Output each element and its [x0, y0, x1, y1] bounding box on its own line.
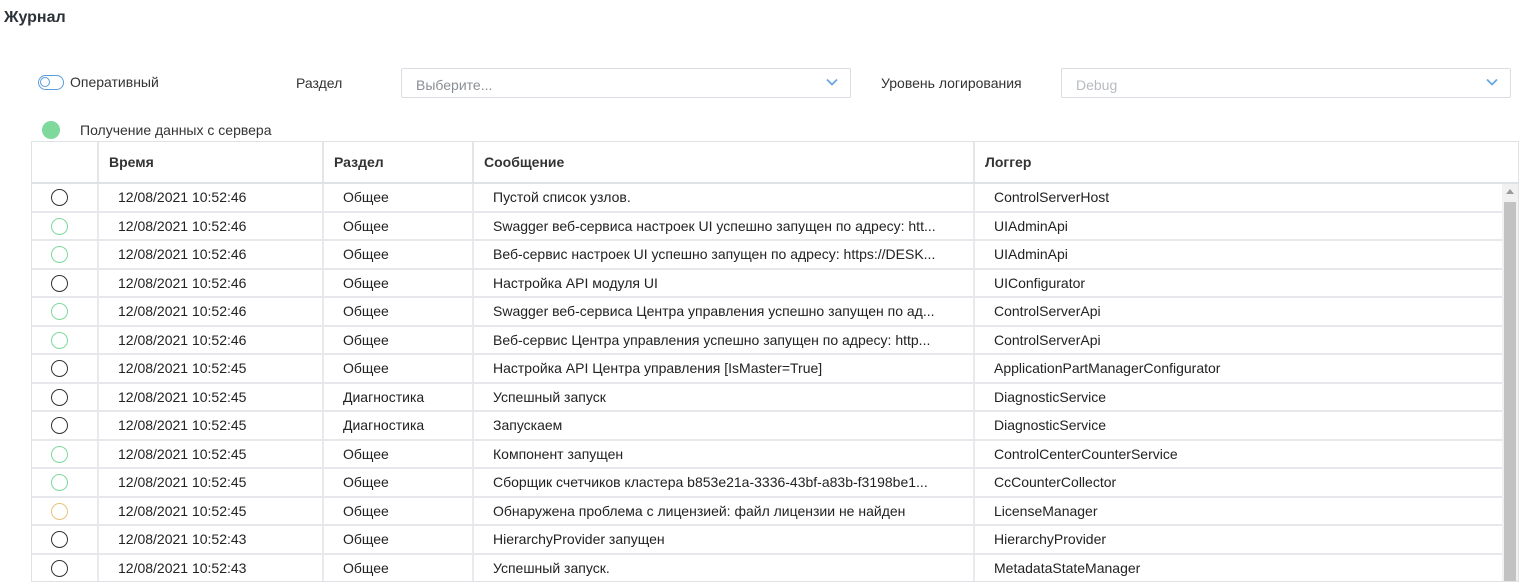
row-select-cell[interactable] [32, 184, 99, 211]
row-status-radio-icon[interactable] [51, 303, 68, 320]
message-cell: Пустой список узлов. [474, 184, 975, 211]
time-cell: 12/08/2021 10:52:45 [99, 441, 324, 468]
status-indicator-icon [42, 121, 60, 139]
row-select-cell[interactable] [32, 555, 99, 582]
row-select-cell[interactable] [32, 441, 99, 468]
scrollbar-thumb[interactable] [1504, 202, 1516, 582]
logger-cell: UIAdminApi [994, 246, 1068, 262]
logger-cell: DiagnosticService [994, 388, 1107, 405]
row-select-cell[interactable] [32, 355, 99, 382]
row-select-cell[interactable] [32, 384, 99, 411]
table-row[interactable] [32, 441, 1502, 470]
toggle-switch[interactable] [38, 75, 64, 90]
logger-cell: UIConfigurator [994, 274, 1086, 291]
section-cell: Общее [324, 298, 474, 325]
row-status-radio-icon[interactable] [51, 474, 68, 491]
live-mode-label: Оперативный [70, 74, 159, 90]
table-header [32, 142, 1518, 184]
chevron-down-icon[interactable] [826, 78, 838, 86]
logger-cell: CcCounterCollector [994, 474, 1117, 490]
message-cell: Swagger веб-сервиса Центра управления успешно запущен по ад... [474, 298, 975, 325]
page-title: Журнал [4, 9, 66, 26]
message-cell: Веб-сервис Центра управления успешно запущен по адресу: http... [474, 327, 975, 354]
live-mode-toggle[interactable] [38, 74, 159, 90]
section-select[interactable] [401, 68, 851, 98]
row-select-cell[interactable] [32, 213, 99, 240]
section-cell: Общее [324, 184, 474, 211]
time-cell: 12/08/2021 10:52:45 [99, 498, 324, 525]
time-cell: 12/08/2021 10:52:46 [99, 270, 324, 297]
vertical-scrollbar[interactable] [1502, 184, 1518, 582]
section-cell: Диагностика [324, 412, 474, 439]
table-row[interactable] [32, 555, 1502, 582]
logger-cell: HierarchyProvider [994, 531, 1107, 547]
time-cell: 12/08/2021 10:52:46 [99, 241, 324, 268]
time-cell: 12/08/2021 10:52:46 [99, 298, 324, 325]
row-status-radio-icon[interactable] [51, 275, 68, 292]
message-cell: Сборщик счетчиков кластера b853e21a-3336-43bf-a83b-f3198be1... [474, 469, 975, 496]
row-select-cell[interactable] [32, 270, 99, 297]
table-row[interactable] [32, 327, 1502, 356]
row-status-radio-icon[interactable] [51, 360, 68, 377]
table-row[interactable] [32, 384, 1502, 413]
row-status-radio-icon[interactable] [51, 389, 68, 406]
section-cell: Общее [324, 498, 474, 525]
row-select-cell[interactable] [32, 327, 99, 354]
row-select-cell[interactable] [32, 526, 99, 553]
column-header-logger[interactable]: Логгер [985, 154, 1032, 170]
row-status-radio-icon[interactable] [51, 446, 68, 463]
chevron-down-icon[interactable] [1486, 78, 1498, 86]
time-cell: 12/08/2021 10:52:45 [99, 469, 324, 496]
logger-cell: ControlServerApi [994, 331, 1101, 348]
logger-cell: ApplicationPartManagerConfigurator [994, 360, 1221, 376]
time-cell: 12/08/2021 10:52:43 [99, 526, 324, 553]
row-status-radio-icon[interactable] [51, 560, 68, 577]
row-select-cell[interactable] [32, 241, 99, 268]
logger-cell: ControlServerHost [994, 189, 1110, 205]
logger-cell: ControlCenterCounterService [994, 445, 1178, 462]
table-row[interactable] [32, 213, 1502, 242]
message-cell: Настройка API модуля UI [474, 270, 975, 297]
table-row[interactable] [32, 526, 1502, 555]
message-cell: Настройка API Центра управления [IsMaster=True] [474, 355, 975, 382]
time-cell: 12/08/2021 10:52:46 [99, 327, 324, 354]
row-select-cell[interactable] [32, 469, 99, 496]
message-cell: Запускаем [474, 412, 975, 439]
message-cell: Компонент запущен [474, 441, 975, 468]
log-table [31, 141, 1519, 582]
column-header-message[interactable]: Сообщение [474, 142, 975, 182]
row-status-radio-icon[interactable] [51, 246, 68, 263]
section-cell: Общее [324, 555, 474, 582]
message-cell: Веб-сервис настроек UI успешно запущен по адресу: https://DESK... [474, 241, 975, 268]
table-row[interactable] [32, 270, 1502, 299]
logger-cell: UIAdminApi [994, 217, 1068, 234]
scroll-up-arrow-icon[interactable] [1506, 189, 1514, 194]
status-text: Получение данных с сервера [80, 122, 272, 138]
table-row[interactable] [32, 498, 1502, 527]
time-cell: 12/08/2021 10:52:45 [99, 384, 324, 411]
section-cell: Общее [324, 441, 474, 468]
row-status-radio-icon[interactable] [51, 218, 68, 235]
row-select-cell[interactable] [32, 498, 99, 525]
table-row[interactable] [32, 469, 1502, 498]
log-level-select-value: Debug [1076, 77, 1118, 93]
time-cell: 12/08/2021 10:52:45 [99, 412, 324, 439]
message-cell: Успешный запуск [474, 384, 975, 411]
logger-cell: LicenseManager [994, 502, 1098, 519]
column-header-time[interactable]: Время [99, 142, 324, 182]
message-cell: Успешный запуск. [474, 555, 975, 582]
row-select-cell[interactable] [32, 412, 99, 439]
section-filter-label: Раздел [296, 75, 343, 91]
row-status-radio-icon[interactable] [51, 503, 68, 520]
section-cell: Общее [324, 469, 474, 496]
row-select-cell[interactable] [32, 298, 99, 325]
section-cell: Общее [324, 355, 474, 382]
time-cell: 12/08/2021 10:52:46 [99, 213, 324, 240]
logger-cell: MetadataStateManager [994, 559, 1141, 576]
table-row[interactable] [32, 241, 1502, 270]
log-level-filter-label: Уровень логирования [881, 75, 1022, 91]
section-cell: Общее [324, 213, 474, 240]
section-cell: Общее [324, 526, 474, 553]
section-cell: Диагностика [324, 384, 474, 411]
table-body [32, 184, 1502, 582]
row-status-radio-icon[interactable] [51, 189, 68, 206]
table-row[interactable] [32, 298, 1502, 327]
message-cell: Обнаружена проблема с лицензией: файл лицензии не найден [474, 498, 975, 525]
time-cell: 12/08/2021 10:52:46 [99, 184, 324, 211]
message-cell: HierarchyProvider запущен [474, 526, 975, 553]
table-row[interactable] [32, 184, 1502, 213]
section-cell: Общее [324, 241, 474, 268]
logger-cell: ControlServerApi [994, 303, 1101, 319]
section-cell: Общее [324, 327, 474, 354]
time-cell: 12/08/2021 10:52:43 [99, 555, 324, 582]
row-status-radio-icon[interactable] [51, 531, 68, 548]
logger-cell: DiagnosticService [994, 417, 1107, 433]
table-row[interactable] [32, 355, 1502, 384]
section-select-placeholder: Выберите... [416, 77, 493, 93]
log-level-select[interactable] [1061, 68, 1511, 98]
row-status-radio-icon[interactable] [51, 417, 68, 434]
section-cell: Общее [324, 270, 474, 297]
message-cell: Swagger веб-сервиса настроек UI успешно запущен по адресу: htt... [474, 213, 975, 240]
column-header-select[interactable] [32, 142, 99, 182]
table-row[interactable] [32, 412, 1502, 441]
time-cell: 12/08/2021 10:52:45 [99, 355, 324, 382]
row-status-radio-icon[interactable] [51, 332, 68, 349]
column-header-section[interactable]: Раздел [324, 142, 474, 182]
connection-status [42, 121, 272, 139]
